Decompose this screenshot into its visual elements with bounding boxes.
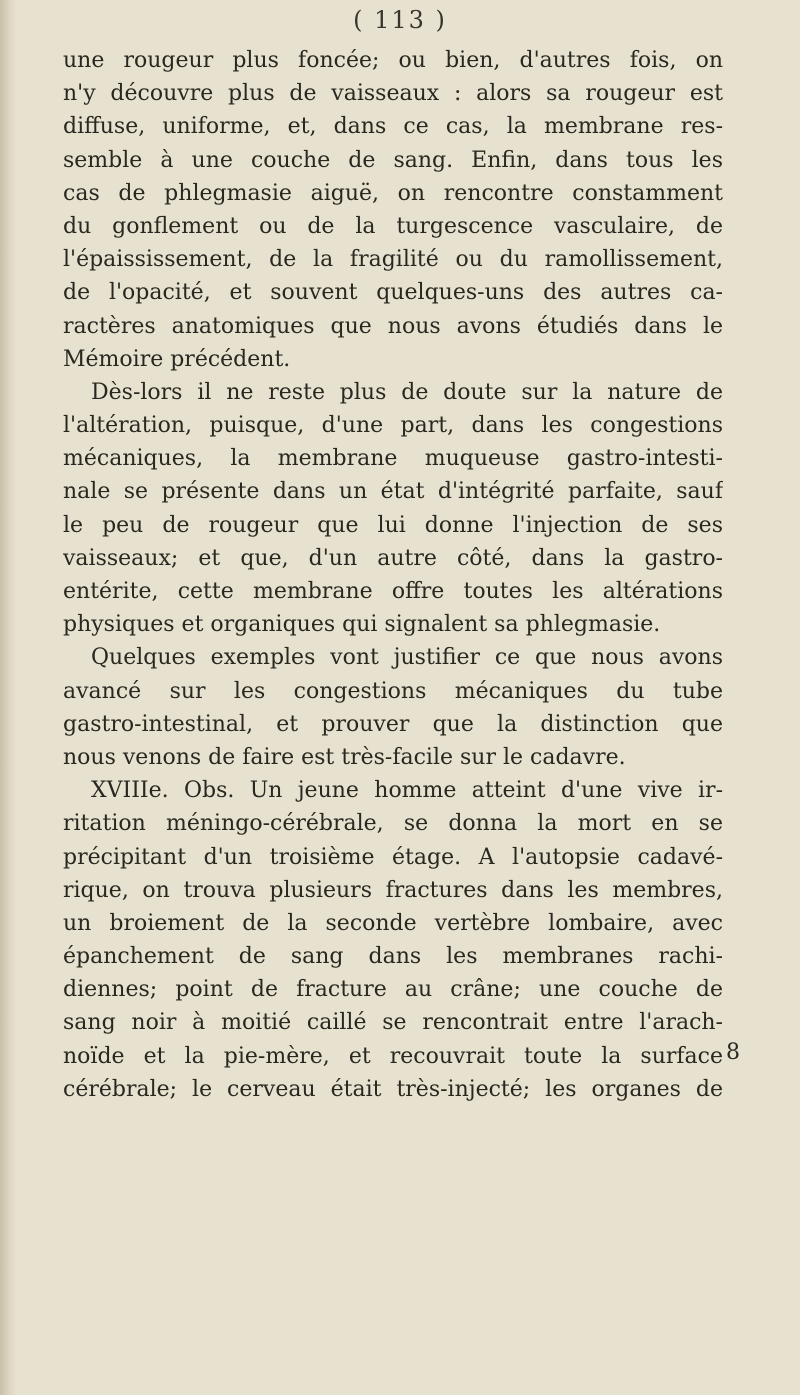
text-line: rique, on trouva plusieurs fractures dans les membres, — [63, 877, 723, 903]
text-line: sang noir à moitié caillé se rencontrait entre l'arach- — [63, 1010, 723, 1036]
text-line: n'y découvre plus de vaisseaux : alors sa rougeur est — [63, 81, 723, 107]
text-line: avancé sur les congestions mécaniques du tube — [63, 678, 723, 704]
text-line: gastro-intestinal, et prouver que la distinction que — [63, 711, 723, 737]
signature-mark: 8 — [726, 1040, 740, 1065]
text-line: cérébrale; le cerveau était très-injecté; les organes de — [63, 1076, 723, 1102]
text-line: épanchement de sang dans les membranes rachi- — [63, 944, 723, 970]
text-line: de l'opacité, et souvent quelques-uns des autres ca- — [63, 280, 723, 306]
text-line: précipitant d'un troisième étage. A l'autopsie cadavé- — [63, 844, 723, 870]
text-line: ritation méningo-cérébrale, se donna la mort en se — [63, 811, 723, 837]
text-line: Mémoire précédent. — [63, 346, 291, 372]
text-line: un broiement de la seconde vertèbre lombaire, avec — [63, 910, 723, 936]
text-line: semble à une couche de sang. Enfin, dans tous les — [63, 147, 723, 173]
text-line: mécaniques, la membrane muqueuse gastro-intesti- — [63, 446, 723, 472]
text-line: diennes; point de fracture au crâne; une couche de — [63, 977, 723, 1003]
text-line: une rougeur plus foncée; ou bien, d'autres fois, on — [63, 48, 723, 73]
text-line: XVIIIe. Obs. Un jeune homme atteint d'une vive ir- — [91, 778, 723, 804]
text-line: l'altération, puisque, d'une part, dans les congestions — [63, 413, 723, 439]
page-binding-shadow — [0, 0, 16, 1395]
text-line: du gonflement ou de la turgescence vasculaire, de — [63, 213, 723, 239]
text-line: diffuse, uniforme, et, dans ce cas, la membrane res- — [63, 114, 723, 140]
page-number: ( 113 ) — [353, 6, 447, 34]
text-line: entérite, cette membrane offre toutes les altérations — [63, 579, 723, 604]
text-line: cas de phlegmasie aiguë, on rencontre constamment — [63, 180, 723, 206]
text-line: l'épaississement, de la fragilité ou du ramollissement, — [63, 247, 723, 273]
text-line: le peu de rougeur que lui donne l'injection de ses — [63, 512, 723, 538]
text-line: physiques et organiques qui signalent sa phlegmasie. — [63, 612, 661, 638]
body-text — [63, 44, 723, 1106]
text-line: noïde et la pie-mère, et recouvrait toute la surface — [63, 1043, 723, 1069]
text-line: nous venons de faire est très-facile sur le cadavre. — [63, 744, 626, 770]
text-line: vaisseaux; et que, d'un autre côté, dans la gastro- — [63, 545, 723, 571]
text-line: Dès-lors il ne reste plus de doute sur la nature de — [91, 379, 723, 405]
text-line: nale se présente dans un état d'intégrité parfaite, sauf — [63, 479, 723, 505]
text-line: Quelques exemples vont justifier ce que nous avons — [91, 645, 723, 671]
text-line: ractères anatomiques que nous avons étudiés dans le — [63, 313, 723, 339]
